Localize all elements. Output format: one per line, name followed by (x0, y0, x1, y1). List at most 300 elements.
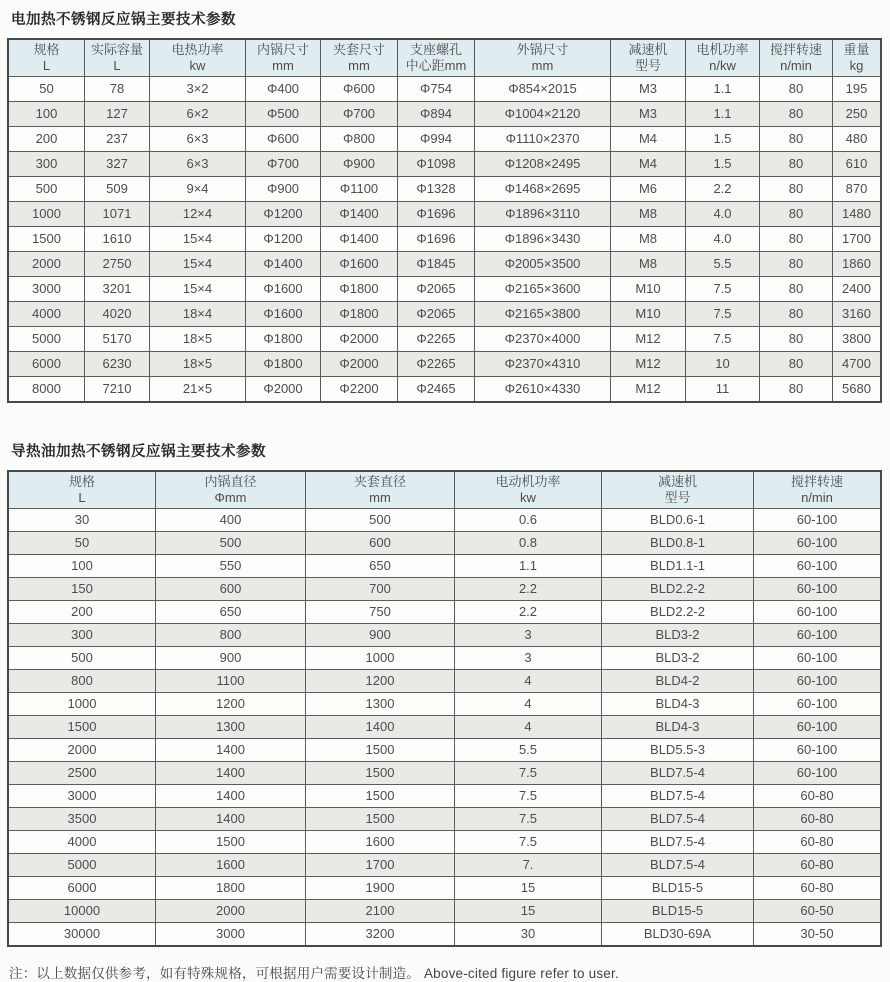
table-cell: 60-100 (754, 601, 882, 624)
table-cell: 60-100 (754, 532, 882, 555)
table-cell: 8000 (8, 377, 85, 403)
table-cell: M8 (611, 202, 686, 227)
table-cell: 7. (455, 854, 602, 877)
table-cell: 15 (455, 877, 602, 900)
table-row (8, 900, 881, 923)
table-cell: 900 (156, 647, 306, 670)
table-cell: 2000 (8, 252, 85, 277)
table-cell: 1000 (306, 647, 455, 670)
table-cell: 3200 (306, 923, 455, 947)
table-row (8, 854, 881, 877)
table-row (8, 177, 881, 202)
table-cell: 2400 (833, 277, 882, 302)
table-cell: 80 (760, 302, 833, 327)
table-cell: 500 (306, 509, 455, 532)
table-cell: Φ2065 (398, 302, 475, 327)
table-cell: 1400 (156, 762, 306, 785)
table-cell: 60-100 (754, 739, 882, 762)
column-header: 夹套尺寸 mm (321, 39, 398, 77)
table-cell: 60-80 (754, 831, 882, 854)
table-cell: 30 (455, 923, 602, 947)
column-header: 外锅尺寸 mm (475, 39, 611, 77)
table-cell: Φ1800 (321, 277, 398, 302)
table-cell: Φ1110×2370 (475, 127, 611, 152)
table-cell: 1500 (8, 716, 156, 739)
table-cell: 2500 (8, 762, 156, 785)
table-cell: 1900 (306, 877, 455, 900)
table-cell: 10000 (8, 900, 156, 923)
table-cell: 800 (8, 670, 156, 693)
table-cell: 10 (686, 352, 760, 377)
electric-heating-spec-table (7, 38, 882, 403)
table-cell: Φ600 (246, 127, 321, 152)
table-cell: 100 (8, 102, 85, 127)
table-cell: BLD2.2-2 (602, 578, 754, 601)
table-cell: 2.2 (686, 177, 760, 202)
table-cell: 7.5 (455, 785, 602, 808)
table-row (8, 877, 881, 900)
table-cell: 7.5 (455, 808, 602, 831)
table-cell: Φ1800 (246, 352, 321, 377)
table-cell: Φ2370×4000 (475, 327, 611, 352)
table-cell: BLD1.1-1 (602, 555, 754, 578)
table-row (8, 227, 881, 252)
table-cell: BLD5.5-3 (602, 739, 754, 762)
table-row (8, 152, 881, 177)
table-cell: 7210 (85, 377, 150, 403)
table-cell: 6000 (8, 352, 85, 377)
table-cell: M12 (611, 327, 686, 352)
table-cell: 15×4 (150, 252, 246, 277)
table-cell: 11 (686, 377, 760, 403)
table-cell: 7.5 (686, 277, 760, 302)
table-cell: 1800 (156, 877, 306, 900)
table-cell: 80 (760, 327, 833, 352)
table-cell: 4700 (833, 352, 882, 377)
table-cell: 18×5 (150, 352, 246, 377)
table-cell: 1.5 (686, 152, 760, 177)
column-header: 支座螺孔 中心距mm (398, 39, 475, 77)
table-cell: Φ1400 (321, 202, 398, 227)
table-cell: 5000 (8, 854, 156, 877)
column-header: 规格 L (8, 39, 85, 77)
table-cell: 60-100 (754, 693, 882, 716)
table-cell: 1860 (833, 252, 882, 277)
table-cell: 80 (760, 227, 833, 252)
table-cell: M6 (611, 177, 686, 202)
table-cell: Φ1600 (246, 277, 321, 302)
table-cell: M10 (611, 302, 686, 327)
table-cell: 60-100 (754, 578, 882, 601)
table-cell: 1000 (8, 693, 156, 716)
table-cell: 127 (85, 102, 150, 127)
table-cell: 4.0 (686, 202, 760, 227)
table-cell: BLD7.5-4 (602, 785, 754, 808)
table-cell: 1200 (306, 670, 455, 693)
table-cell: Φ500 (246, 102, 321, 127)
table-cell: 1700 (833, 227, 882, 252)
column-header: 实际容量 L (85, 39, 150, 77)
table-cell: 3000 (8, 785, 156, 808)
table-cell: 5680 (833, 377, 882, 403)
table-cell: 480 (833, 127, 882, 152)
column-header: 重量 kg (833, 39, 882, 77)
table-cell: BLD7.5-4 (602, 831, 754, 854)
column-header: 夹套直径 mm (306, 471, 455, 509)
table-cell: 300 (8, 152, 85, 177)
table-cell: Φ2000 (321, 352, 398, 377)
table-cell: 7.5 (455, 831, 602, 854)
table-cell: BLD0.6-1 (602, 509, 754, 532)
table-cell: M3 (611, 77, 686, 102)
table-cell: 5170 (85, 327, 150, 352)
table-row (8, 762, 881, 785)
table-cell: Φ854×2015 (475, 77, 611, 102)
table-row (8, 352, 881, 377)
table-cell: Φ2265 (398, 352, 475, 377)
table-cell: 4000 (8, 831, 156, 854)
table-cell: 4 (455, 716, 602, 739)
table-cell: 21×5 (150, 377, 246, 403)
table-row (8, 693, 881, 716)
table-row (8, 77, 881, 102)
table-cell: Φ1696 (398, 202, 475, 227)
column-header: 搅拌转速 n/min (754, 471, 882, 509)
table-row (8, 601, 881, 624)
table-cell: 650 (156, 601, 306, 624)
table-cell: Φ2005×3500 (475, 252, 611, 277)
table-cell: Φ700 (246, 152, 321, 177)
table-row (8, 252, 881, 277)
table-cell: 6000 (8, 877, 156, 900)
table-cell: BLD3-2 (602, 647, 754, 670)
table-cell: 80 (760, 277, 833, 302)
header-row (8, 471, 881, 509)
table-cell: Φ1800 (321, 302, 398, 327)
table-cell: 6×3 (150, 152, 246, 177)
table-cell: 7.5 (686, 327, 760, 352)
table-cell: 1400 (156, 739, 306, 762)
table-cell: Φ1200 (246, 202, 321, 227)
table-cell: BLD2.2-2 (602, 601, 754, 624)
table-cell: M8 (611, 252, 686, 277)
table-cell: 3500 (8, 808, 156, 831)
table-row (8, 555, 881, 578)
table-row (8, 739, 881, 762)
table-cell: BLD7.5-4 (602, 808, 754, 831)
table-cell: 509 (85, 177, 150, 202)
table-cell: Φ1328 (398, 177, 475, 202)
table-cell: 2.2 (455, 578, 602, 601)
table-cell: 2750 (85, 252, 150, 277)
table-cell: Φ2465 (398, 377, 475, 403)
table-cell: 80 (760, 127, 833, 152)
table-cell: BLD3-2 (602, 624, 754, 647)
table-cell: 1.1 (455, 555, 602, 578)
table-row (8, 831, 881, 854)
table-cell: 78 (85, 77, 150, 102)
table-cell: 1500 (306, 808, 455, 831)
table-cell: 60-100 (754, 509, 882, 532)
table-cell: 1500 (306, 739, 455, 762)
table-cell: 870 (833, 177, 882, 202)
table-cell: 3×2 (150, 77, 246, 102)
table-cell: Φ1400 (246, 252, 321, 277)
table-row (8, 327, 881, 352)
table-row (8, 578, 881, 601)
table-cell: Φ1896×3430 (475, 227, 611, 252)
table-cell: 4 (455, 693, 602, 716)
table-cell: BLD30-69A (602, 923, 754, 947)
table1-title: 电加热不锈钢反应锅主要技术参数 (11, 12, 236, 28)
table-cell: Φ700 (321, 102, 398, 127)
table-cell: 600 (156, 578, 306, 601)
table-row (8, 808, 881, 831)
table-row (8, 532, 881, 555)
table-row (8, 127, 881, 152)
table-cell: 80 (760, 377, 833, 403)
table-cell: Φ894 (398, 102, 475, 127)
table-cell: 150 (8, 578, 156, 601)
table-cell: 700 (306, 578, 455, 601)
table-cell: 3 (455, 624, 602, 647)
table-cell: 18×5 (150, 327, 246, 352)
table-cell: 7.5 (455, 762, 602, 785)
table-cell: Φ600 (321, 77, 398, 102)
table2-title: 导热油加热不锈钢反应锅主要技术参数 (11, 444, 266, 460)
table-cell: BLD15-5 (602, 877, 754, 900)
table-cell: BLD0.8-1 (602, 532, 754, 555)
table-cell: 80 (760, 77, 833, 102)
table-cell: 4.0 (686, 227, 760, 252)
table-row (8, 647, 881, 670)
table-cell: 237 (85, 127, 150, 152)
table-cell: 750 (306, 601, 455, 624)
table-cell: 50 (8, 77, 85, 102)
table-cell: 500 (156, 532, 306, 555)
table-cell: Φ2265 (398, 327, 475, 352)
table-cell: Φ2165×3600 (475, 277, 611, 302)
table-cell: Φ900 (246, 177, 321, 202)
table-cell: 5000 (8, 327, 85, 352)
table-row (8, 624, 881, 647)
table-cell: 15 (455, 900, 602, 923)
table-cell: 200 (8, 601, 156, 624)
table-cell: 60-100 (754, 647, 882, 670)
table-cell: M12 (611, 352, 686, 377)
table-cell: Φ2200 (321, 377, 398, 403)
table-cell: 0.8 (455, 532, 602, 555)
table-cell: 80 (760, 102, 833, 127)
table-cell: 650 (306, 555, 455, 578)
table-cell: BLD7.5-4 (602, 762, 754, 785)
table-cell: Φ900 (321, 152, 398, 177)
table-cell: 1400 (156, 785, 306, 808)
table-cell: 4 (455, 670, 602, 693)
table-row (8, 102, 881, 127)
table-row (8, 785, 881, 808)
column-header: 搅拌转速 n/min (760, 39, 833, 77)
table-cell: 1000 (8, 202, 85, 227)
table-cell: 80 (760, 202, 833, 227)
table-cell: M3 (611, 102, 686, 127)
column-header: 电热功率 kw (150, 39, 246, 77)
header-row (8, 39, 881, 77)
table-row (8, 202, 881, 227)
table-cell: 2.2 (455, 601, 602, 624)
table-cell: 80 (760, 252, 833, 277)
table-row (8, 509, 881, 532)
table-cell: 600 (306, 532, 455, 555)
table-cell: 610 (833, 152, 882, 177)
table-cell: 1480 (833, 202, 882, 227)
table-cell: 60-100 (754, 624, 882, 647)
table-row (8, 670, 881, 693)
table-cell: 400 (156, 509, 306, 532)
table-cell: 1700 (306, 854, 455, 877)
table-cell: 80 (760, 352, 833, 377)
table-cell: Φ1400 (321, 227, 398, 252)
table-cell: 1500 (306, 785, 455, 808)
table-cell: 9×4 (150, 177, 246, 202)
table-cell: Φ2165×3800 (475, 302, 611, 327)
oil-heating-spec-table (7, 470, 882, 947)
column-header: 内锅尺寸 mm (246, 39, 321, 77)
table-cell: 900 (306, 624, 455, 647)
table-cell: Φ1200 (246, 227, 321, 252)
table-row (8, 377, 881, 403)
table-cell: Φ1696 (398, 227, 475, 252)
table-cell: Φ1896×3110 (475, 202, 611, 227)
table-cell: 2000 (8, 739, 156, 762)
table-cell: 0.6 (455, 509, 602, 532)
table-cell: 3000 (8, 277, 85, 302)
table-cell: BLD4-3 (602, 693, 754, 716)
table-cell: M12 (611, 377, 686, 403)
table-cell: M4 (611, 127, 686, 152)
table-cell: 6230 (85, 352, 150, 377)
table-cell: Φ2065 (398, 277, 475, 302)
table-cell: 200 (8, 127, 85, 152)
table-cell: 1400 (306, 716, 455, 739)
table-cell: Φ1004×2120 (475, 102, 611, 127)
table-cell: Φ1600 (321, 252, 398, 277)
table-cell: 80 (760, 177, 833, 202)
table-cell: 2000 (156, 900, 306, 923)
table-cell: 1610 (85, 227, 150, 252)
table-cell: 1.1 (686, 77, 760, 102)
table-cell: 1300 (156, 716, 306, 739)
table-cell: 15×4 (150, 277, 246, 302)
table-cell: 1600 (156, 854, 306, 877)
table-cell: 500 (8, 177, 85, 202)
table-row (8, 302, 881, 327)
table-cell: Φ1208×2495 (475, 152, 611, 177)
table-cell: BLD7.5-4 (602, 854, 754, 877)
table-cell: 4000 (8, 302, 85, 327)
table-cell: 30-50 (754, 923, 882, 947)
table-cell: 50 (8, 532, 156, 555)
column-header: 电机功率 n/kw (686, 39, 760, 77)
table-cell: 100 (8, 555, 156, 578)
table-cell: 12×4 (150, 202, 246, 227)
table-cell: 1.1 (686, 102, 760, 127)
table-cell: Φ800 (321, 127, 398, 152)
table-cell: 30000 (8, 923, 156, 947)
table-cell: 1400 (156, 808, 306, 831)
table-cell: 250 (833, 102, 882, 127)
table-cell: 3800 (833, 327, 882, 352)
table-cell: 60-100 (754, 716, 882, 739)
table-cell: BLD4-2 (602, 670, 754, 693)
table-cell: Φ754 (398, 77, 475, 102)
table-cell: Φ2000 (321, 327, 398, 352)
table-cell: M10 (611, 277, 686, 302)
table-cell: Φ1098 (398, 152, 475, 177)
table-cell: 800 (156, 624, 306, 647)
table-cell: 3 (455, 647, 602, 670)
table-cell: 18×4 (150, 302, 246, 327)
table-cell: Φ994 (398, 127, 475, 152)
column-header: 内锅直径 Φmm (156, 471, 306, 509)
table-cell: 5.5 (686, 252, 760, 277)
table-cell: 5.5 (455, 739, 602, 762)
table-cell: 60-100 (754, 670, 882, 693)
table-cell: 30 (8, 509, 156, 532)
table-cell: 300 (8, 624, 156, 647)
table-cell: 60-80 (754, 808, 882, 831)
table-cell: Φ1100 (321, 177, 398, 202)
table-cell: Φ1600 (246, 302, 321, 327)
table-cell: 1300 (306, 693, 455, 716)
table-cell: Φ1845 (398, 252, 475, 277)
table-row (8, 277, 881, 302)
table-cell: 327 (85, 152, 150, 177)
table-cell: 1100 (156, 670, 306, 693)
table-cell: 1.5 (686, 127, 760, 152)
table-row (8, 716, 881, 739)
table-cell: 4020 (85, 302, 150, 327)
table-cell: 15×4 (150, 227, 246, 252)
table-cell: 60-50 (754, 900, 882, 923)
table-cell: 2100 (306, 900, 455, 923)
table-cell: 550 (156, 555, 306, 578)
column-header: 减速机 型号 (611, 39, 686, 77)
table-cell: 1500 (156, 831, 306, 854)
table-cell: Φ1800 (246, 327, 321, 352)
table-cell: 6×3 (150, 127, 246, 152)
table-cell: 1600 (306, 831, 455, 854)
table-cell: 80 (760, 152, 833, 177)
table-cell: 1071 (85, 202, 150, 227)
table-row (8, 923, 881, 947)
table-cell: Φ2610×4330 (475, 377, 611, 403)
table-cell: 195 (833, 77, 882, 102)
table-cell: 60-80 (754, 785, 882, 808)
table-cell: M4 (611, 152, 686, 177)
table-cell: 3160 (833, 302, 882, 327)
column-header: 减速机 型号 (602, 471, 754, 509)
table-cell: Φ400 (246, 77, 321, 102)
table-cell: BLD15-5 (602, 900, 754, 923)
table-cell: M8 (611, 227, 686, 252)
table-cell: 500 (8, 647, 156, 670)
column-header: 电动机功率 kw (455, 471, 602, 509)
table-cell: 60-100 (754, 762, 882, 785)
table-cell: 60-80 (754, 877, 882, 900)
footnote: 注：以上数据仅供参考，如有特殊规格，可根据用户需要设计制造。 Above-cited figure refer to user. (9, 966, 619, 981)
table-cell: 3000 (156, 923, 306, 947)
